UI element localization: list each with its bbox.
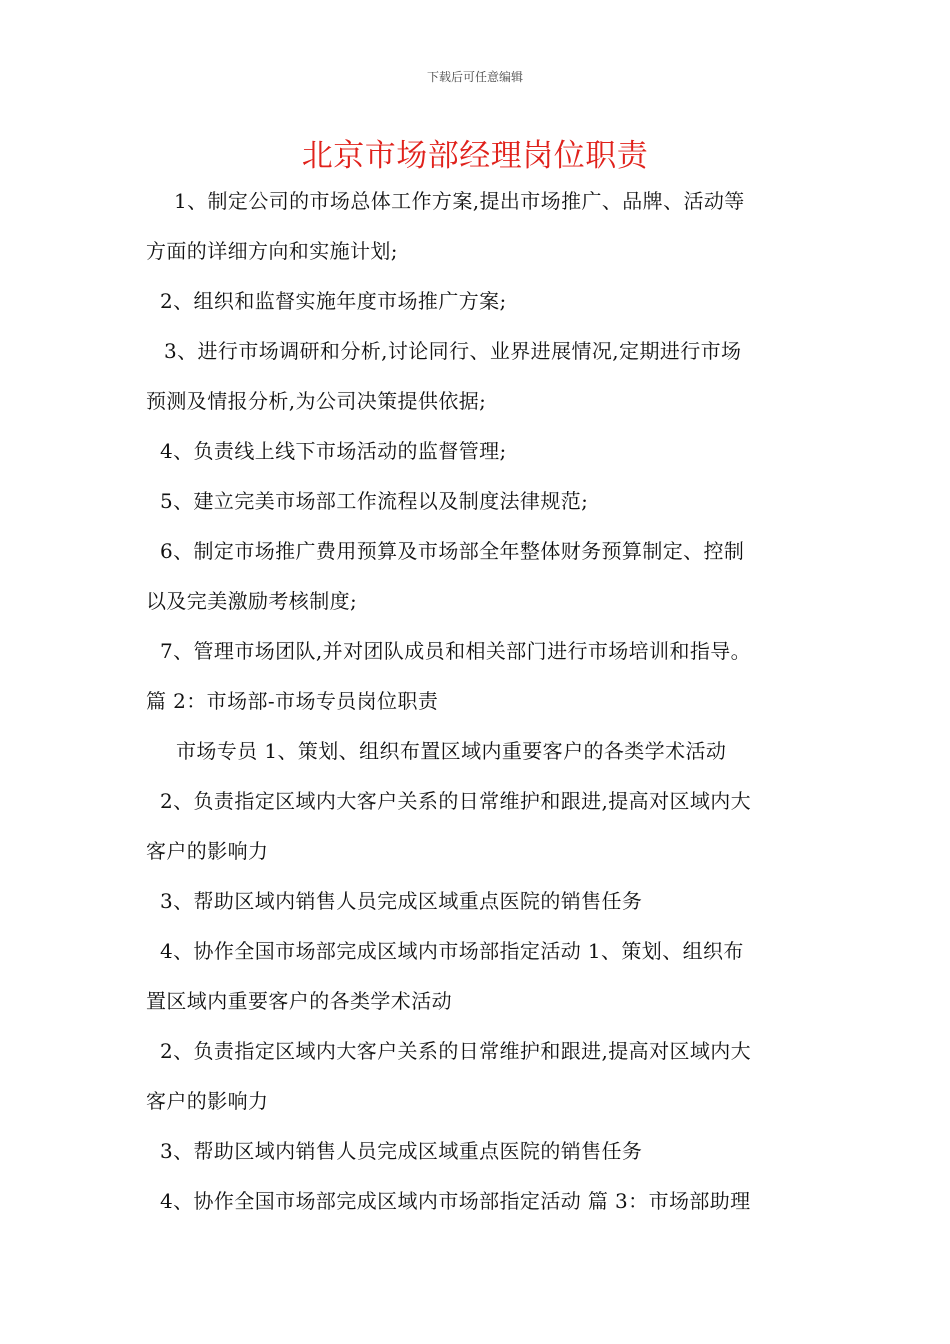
paragraph-line: 3、帮助区域内销售人员完成区域重点医院的销售任务: [160, 1139, 643, 1163]
paragraph-line: 以及完美激励考核制度;: [146, 589, 358, 613]
document-title: 北京市场部经理岗位职责: [301, 138, 649, 174]
section-heading: 篇 2：市场部-市场专员岗位职责: [146, 689, 439, 713]
paragraph-line: 4、负责线上线下市场活动的监督管理;: [160, 439, 507, 463]
paragraph-line: 方面的详细方向和实施计划;: [146, 239, 398, 263]
paragraph-line: 5、建立完美市场部工作流程以及制度法律规范;: [160, 489, 589, 513]
paragraph-line: 置区域内重要客户的各类学术活动: [146, 989, 452, 1013]
document-body: [146, 176, 810, 1226]
paragraph-line: 1、制定公司的市场总体工作方案,提出市场推广、品牌、活动等: [174, 189, 745, 213]
paragraph-line: 4、协作全国市场部完成区域内市场部指定活动 1、策划、组织布: [160, 939, 744, 963]
paragraph-line: 2、组织和监督实施年度市场推广方案;: [160, 289, 507, 313]
paragraph-line: 客户的影响力: [146, 839, 269, 863]
paragraph-line: 3、帮助区域内销售人员完成区域重点医院的销售任务: [160, 889, 643, 913]
page-header-note: 下载后可任意编辑: [426, 70, 523, 84]
paragraph-line: 4、协作全国市场部完成区域内市场部指定活动 篇 3：市场部助理: [160, 1189, 751, 1213]
paragraph-line: 3、进行市场调研和分析,讨论同行、业界进展情况,定期进行市场: [164, 339, 742, 363]
paragraph-line: 7、管理市场团队,并对团队成员和相关部门进行市场培训和指导。: [160, 639, 752, 663]
paragraph-line: 2、负责指定区域内大客户关系的日常维护和跟进,提高对区域内大: [160, 1039, 752, 1063]
paragraph-line: 2、负责指定区域内大客户关系的日常维护和跟进,提高对区域内大: [160, 789, 752, 813]
paragraph-line: 预测及情报分析,为公司决策提供依据;: [146, 389, 487, 413]
paragraph-line: 6、制定市场推广费用预算及市场部全年整体财务预算制定、控制: [160, 539, 745, 563]
paragraph-line: 市场专员 1、策划、组织布置区域内重要客户的各类学术活动: [176, 739, 727, 763]
paragraph-line: 客户的影响力: [146, 1089, 269, 1113]
